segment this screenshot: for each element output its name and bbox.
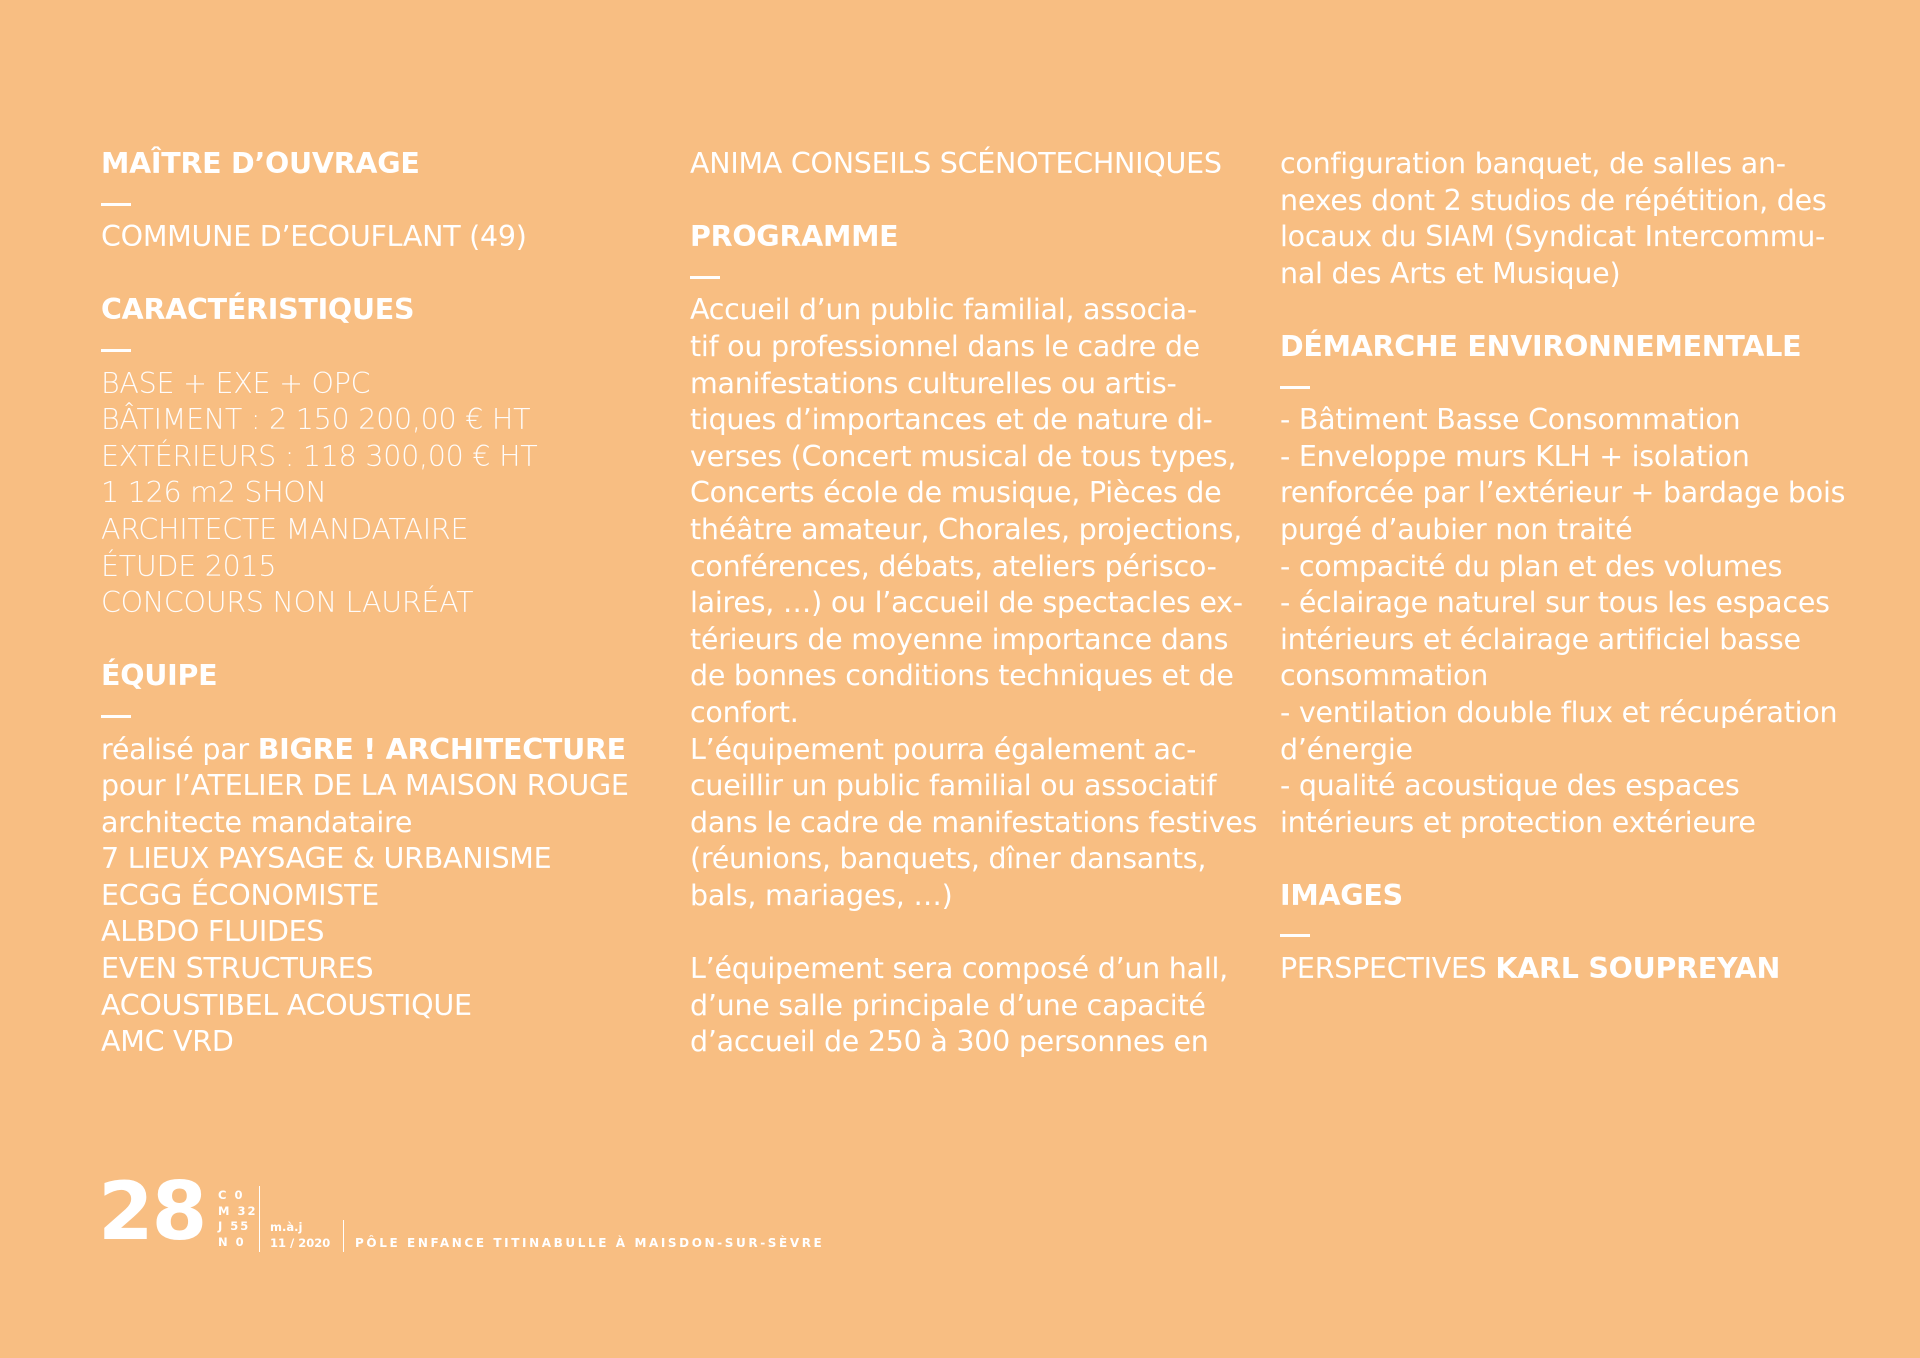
text-line: 7 LIEUX PAYSAGE & URBANISME xyxy=(101,842,552,876)
text-line: dans le cadre de manifestations festives xyxy=(690,805,1258,839)
section-dash xyxy=(101,695,661,732)
spacer xyxy=(690,183,1250,220)
text-line: pour l’ATELIER DE LA MAISON ROUGE xyxy=(101,769,629,803)
text-line: - éclairage naturel sur tous les espaces xyxy=(1280,586,1830,620)
text-line: d’énergie xyxy=(1280,732,1413,766)
text-line: 1 126 m2 SHON xyxy=(101,476,327,510)
text-normal: PERSPECTIVES xyxy=(1280,952,1496,986)
column-left xyxy=(101,146,661,1061)
text-line: d’une salle principale d’une capacité xyxy=(690,988,1206,1022)
section-dash xyxy=(1280,366,1860,403)
section-heading: MAÎTRE D’OUVRAGE xyxy=(101,147,420,180)
text-line xyxy=(1280,951,1860,988)
section-heading: PROGRAMME xyxy=(690,220,899,254)
document-title: PÔLE ENFANCE TITINABULLE À MAISDON-SUR-SÈVRE xyxy=(355,1236,825,1250)
text-line: - ventilation double flux et récupération xyxy=(1280,695,1838,729)
text-line: ACOUSTIBEL ACOUSTIQUE xyxy=(101,988,472,1022)
section-dash xyxy=(101,329,661,366)
update-label: m.à.j xyxy=(270,1220,303,1234)
text-line: tif ou professionnel dans le cadre de xyxy=(690,329,1200,363)
text-line: ANIMA CONSEILS SCÉNOTECHNIQUES xyxy=(690,147,1222,180)
text-line: BÂTIMENT : 2 150 200,00 € HT xyxy=(101,403,531,437)
section-heading: IMAGES xyxy=(1280,878,1403,912)
cmjn-c: C 0 xyxy=(218,1188,245,1202)
section-heading: CARACTÉRISTIQUES xyxy=(101,293,415,327)
text-line: cueillir un public familial ou associatif xyxy=(690,769,1217,803)
spacer xyxy=(1280,841,1860,878)
text-line: EVEN STRUCTURES xyxy=(101,952,374,986)
text-line: AMC VRD xyxy=(101,1025,234,1059)
text-line: laires, …) ou l’accueil de spectacles ex- xyxy=(690,586,1243,620)
cmjn-m: M 32 xyxy=(218,1203,258,1218)
page-number: 28 xyxy=(98,1165,206,1258)
text-line: nexes dont 2 studios de répétition, des xyxy=(1280,183,1827,217)
text-line: tiques d’importances et de nature di- xyxy=(690,403,1213,437)
text-normal: réalisé par xyxy=(101,732,258,766)
text-line: intérieurs et éclairage artificiel basse xyxy=(1280,622,1801,656)
text-line: locaux du SIAM (Syndicat Intercommu- xyxy=(1280,220,1826,254)
text-line: configuration banquet, de salles an- xyxy=(1280,147,1786,180)
text-line: confort. xyxy=(690,695,799,729)
section-dash xyxy=(101,183,661,220)
text-line: - qualité acoustique des espaces xyxy=(1280,769,1740,803)
text-line: verses (Concert musical de tous types, xyxy=(690,439,1237,473)
text-line: de bonnes conditions techniques et de xyxy=(690,659,1234,693)
update-date: 11 / 2020 xyxy=(270,1235,331,1250)
text-line: intérieurs et protection extérieure xyxy=(1280,805,1756,839)
text-line: térieurs de moyenne importance dans xyxy=(690,622,1229,656)
column-right xyxy=(1280,146,1860,988)
cmjn-j: J 55 xyxy=(218,1219,251,1233)
text-line: théâtre amateur, Chorales, projections, xyxy=(690,512,1242,546)
text-bold: KARL SOUPREYAN xyxy=(1495,952,1781,986)
text-line: L’équipement sera composé d’un hall, xyxy=(690,952,1228,986)
text-line: architecte mandataire xyxy=(101,805,413,839)
text-line: (réunions, banquets, dîner dansants, xyxy=(690,842,1207,876)
text-line: - compacité du plan et des volumes xyxy=(1280,549,1783,583)
text-line: CONCOURS NON LAURÉAT xyxy=(101,586,474,620)
text-line: ARCHITECTE MANDATAIRE xyxy=(101,512,469,546)
section-heading: ÉQUIPE xyxy=(101,659,218,693)
footer-divider-2 xyxy=(343,1220,344,1252)
cmjn-color-code xyxy=(218,1188,257,1250)
text-line: ÉTUDE 2015 xyxy=(101,549,277,583)
text-line: nal des Arts et Musique) xyxy=(1280,256,1621,290)
spacer xyxy=(690,914,1250,951)
text-line: d’accueil de 250 à 300 personnes en xyxy=(690,1025,1209,1059)
section-heading: DÉMARCHE ENVIRONNEMENTALE xyxy=(1280,329,1802,363)
text-line: conférences, débats, ateliers périsco- xyxy=(690,549,1217,583)
text-line: consommation xyxy=(1280,659,1489,693)
text-line: bals, mariages, …) xyxy=(690,878,953,912)
text-line: EXTÉRIEURS : 118 300,00 € HT xyxy=(101,439,538,473)
column-middle xyxy=(690,146,1258,1061)
spacer xyxy=(101,256,661,293)
text-line: Accueil d’un public familial, associa- xyxy=(690,293,1197,327)
text-line: - Bâtiment Basse Consommation xyxy=(1280,403,1741,437)
text-bold: BIGRE ! ARCHITECTURE xyxy=(257,732,626,766)
section-dash xyxy=(690,256,1250,293)
text-line xyxy=(101,732,661,769)
spacer xyxy=(101,622,661,659)
text-line: L’équipement pourra également ac- xyxy=(690,732,1197,766)
text-line: ECGG ÉCONOMISTE xyxy=(101,878,379,912)
update-info xyxy=(270,1220,330,1251)
text-line: BASE + EXE + OPC xyxy=(101,366,371,400)
text-line: ALBDO FLUIDES xyxy=(101,915,325,949)
text-line: - Enveloppe murs KLH + isolation xyxy=(1280,439,1750,473)
text-line: renforcée par l’extérieur + bardage bois xyxy=(1280,476,1846,510)
cmjn-n: N 0 xyxy=(218,1234,246,1249)
text-line: manifestations culturelles ou artis- xyxy=(690,366,1177,400)
text-line: COMMUNE D’ECOUFLANT (49) xyxy=(101,220,527,254)
text-line: purgé d’aubier non traité xyxy=(1280,512,1633,546)
section-dash xyxy=(1280,914,1860,951)
footer-divider-1 xyxy=(259,1186,260,1252)
spacer xyxy=(1280,292,1860,329)
text-line: Concerts école de musique, Pièces de xyxy=(690,476,1222,510)
